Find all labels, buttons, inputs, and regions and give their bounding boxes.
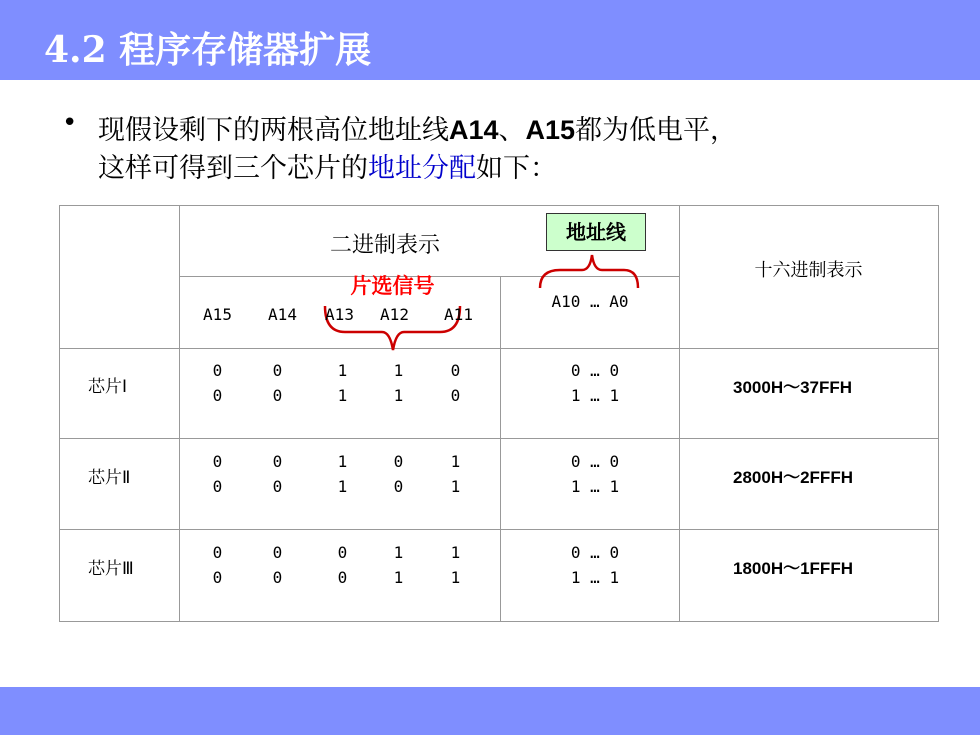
chip-label: 芯片Ⅲ — [88, 559, 134, 579]
bit-cell: 0 — [450, 386, 461, 405]
a15-label: A15 — [525, 115, 576, 145]
bit-cell: 1 — [450, 543, 461, 562]
bit-cell: 0 — [212, 386, 223, 405]
bit-cell: 0 — [212, 452, 223, 471]
low-bits: 0 … 0 — [570, 361, 620, 380]
bit-cell: 1 — [393, 386, 404, 405]
col-header-low: A10 … A0 — [551, 292, 629, 311]
intro-text-end: 都为低电平， — [575, 115, 738, 146]
bit-cell: 0 — [337, 568, 348, 587]
address-line-brace — [540, 255, 638, 288]
bit-cell: 1 — [450, 477, 461, 496]
hex-header: 十六进制表示 — [754, 260, 863, 281]
bit-cell: 0 — [212, 477, 223, 496]
bit-cell: 1 — [450, 452, 461, 471]
slide-title: 4.2 程序存储器扩展 — [44, 29, 372, 71]
bit-cell: 0 — [272, 477, 283, 496]
col-header-a13: A13 — [325, 305, 354, 324]
low-bits: 0 … 0 — [570, 543, 620, 562]
bit-cell: 0 — [272, 361, 283, 380]
footer-banner — [0, 687, 980, 735]
bit-cell: 1 — [393, 361, 404, 380]
bit-cell: 1 — [393, 543, 404, 562]
col-header-a15: A15 — [203, 305, 232, 324]
bit-cell: 1 — [337, 452, 348, 471]
low-bits: 1 … 1 — [570, 386, 620, 405]
bit-cell: 1 — [337, 361, 348, 380]
bit-cell: 1 — [450, 568, 461, 587]
address-line-tag: 地址线 — [546, 213, 646, 251]
bit-cell: 0 — [337, 543, 348, 562]
intro-text-2-end: 如下： — [476, 153, 557, 184]
low-bits: 1 … 1 — [570, 477, 620, 496]
intro-text-2: 这样可得到三个芯片的 — [98, 153, 368, 184]
bit-cell: 0 — [272, 386, 283, 405]
bit-cell: 1 — [393, 568, 404, 587]
hex-range: 1800H～1FFFH — [733, 559, 853, 578]
a14-label: A14 — [449, 115, 499, 145]
col-header-a14: A14 — [268, 305, 297, 324]
bit-cell: 0 — [212, 568, 223, 587]
hex-range: 2800H～2FFFH — [733, 468, 853, 487]
col-header-a11: A11 — [444, 305, 473, 324]
separator: 、 — [498, 115, 526, 146]
bit-cell: 0 — [212, 361, 223, 380]
col-header-a12: A12 — [380, 305, 409, 324]
intro-text: 现假设剩下的两根高位地址线 — [98, 115, 449, 146]
chip-select-tag: 片选信号 — [350, 274, 435, 298]
bit-cell: 0 — [450, 361, 461, 380]
bit-cell: 0 — [272, 543, 283, 562]
bit-cell: 0 — [212, 543, 223, 562]
chip-label: 芯片Ⅱ — [88, 468, 131, 488]
bit-cell: 1 — [337, 477, 348, 496]
low-bits: 0 … 0 — [570, 452, 620, 471]
bit-cell: 0 — [393, 452, 404, 471]
low-bits: 1 … 1 — [570, 568, 620, 587]
address-allocation-highlight: 地址分配 — [368, 153, 476, 184]
chip-label: 芯片Ⅰ — [88, 377, 128, 397]
bit-cell: 1 — [337, 386, 348, 405]
bullet-marker: • — [62, 108, 78, 138]
bit-cell: 0 — [272, 568, 283, 587]
bit-cell: 0 — [272, 452, 283, 471]
bit-cell: 0 — [393, 477, 404, 496]
binary-header: 二进制表示 — [330, 233, 441, 258]
hex-range: 3000H～37FFH — [733, 378, 853, 397]
